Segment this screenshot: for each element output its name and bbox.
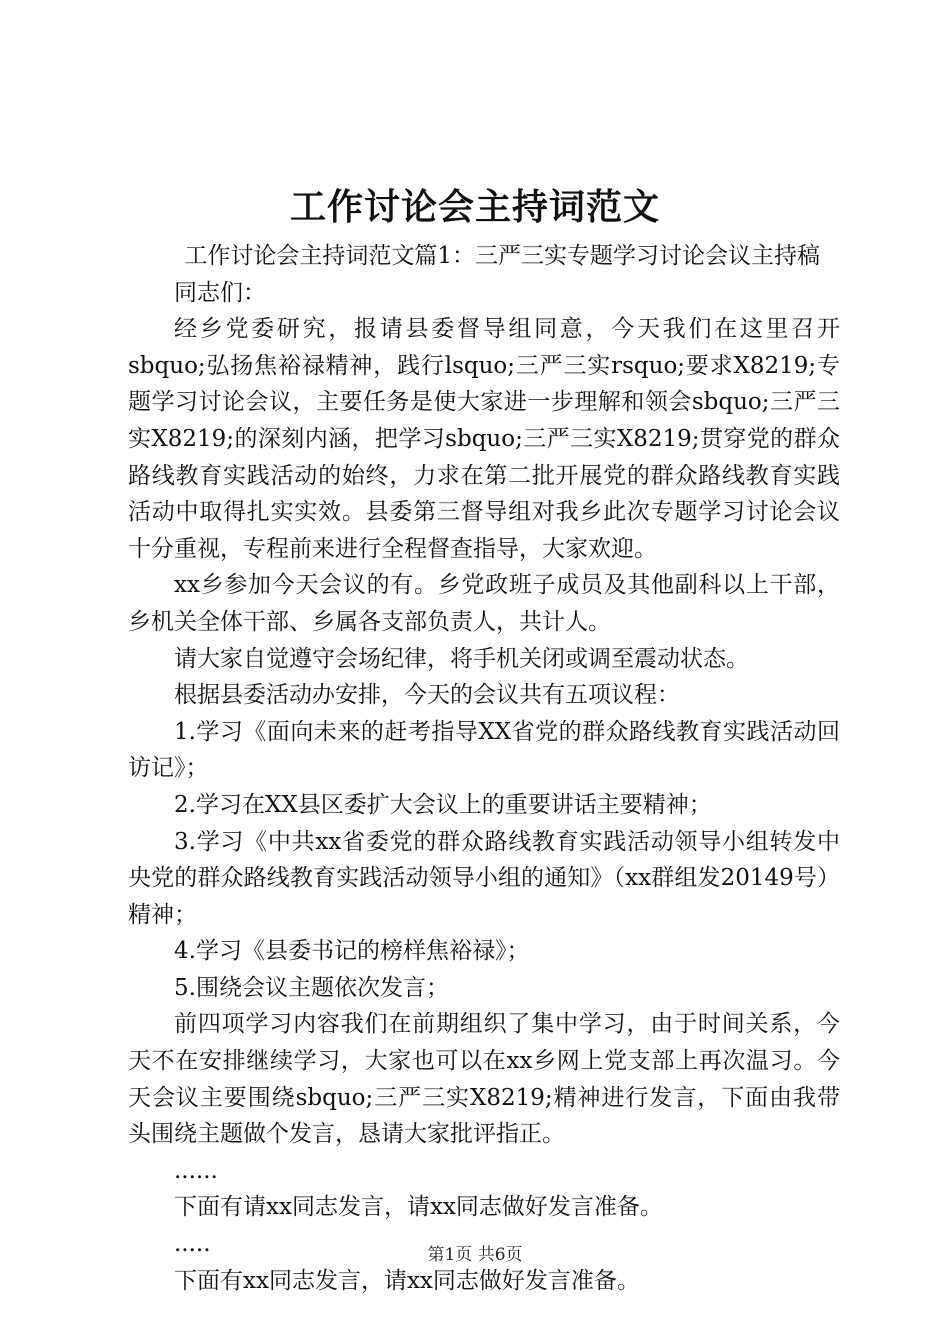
page-number: 第1页 共6页 [427,1245,523,1265]
paragraph: 工作讨论会主持词范文篇1：三严三实专题学习讨论会议主持稿 [184,243,820,269]
document-body [128,238,840,1299]
agenda-item: 2.学习在XX县区委扩大会议上的重要讲话主要精神； [174,791,712,818]
agenda-item: 3.学习《中共xx省委党的群众路线教育实践活动领导小组转发中央党的群众路线教育实践活动领导小组的通知》（xx群组发20149号）精神； [128,828,840,928]
paragraph: 下面有请xx同志发言，请xx同志做好发言准备。 [174,1194,663,1221]
agenda-item: 1.学习《面向未来的赶考指导XX省党的群众路线教育实践活动回访记》； [128,718,840,782]
document-title: 工作讨论会主持词范文 [289,186,660,228]
ellipsis: ..... [174,1231,211,1258]
paragraph: 根据县委活动办安排，今天的会议共有五项议程： [174,682,680,709]
paragraph: 请大家自觉遵守会场纪律，将手机关闭或调至震动状态。 [174,645,749,672]
paragraph: xx乡参加今天会议的有。乡党政班子成员及其他副科以上干部，乡机关全体干部、乡属各支部负责人，共计人。 [128,572,840,635]
paragraph: 同志们： [174,279,266,306]
ellipsis: ...... [174,1157,218,1184]
paragraph: 前四项学习内容我们在前期组织了集中学习，由于时间关系，今天不在安排继续学习，大家也可以在xx乡网上党支部上再次温习。今天会议主要围绕sbquo;三严三实X8219;精神进行发言，下面由我带头围绕主题做个发言，恳请大家批评指正。 [128,1011,840,1148]
agenda-item: 4.学习《县委书记的榜样焦裕禄》； [174,938,530,965]
paragraph: 下面有xx同志发言，请xx同志做好发言准备。 [174,1267,640,1294]
agenda-item: 5.围绕会议主题依次发言； [174,974,449,1001]
paragraph: 经乡党委研究，报请县委督导组同意，今天我们在这里召开sbquo;弘扬焦裕禄精神，践行lsquo;三严三实rsquo;要求X8219;专题学习讨论会议，主要任务是使大家进一步理解和领会sbquo;三严三实X8219;的深刻内涵，把学习sbquo;三严三实X8219;贯穿党的群众路线教育实践活动的始终，力求在第二批开展党的群众路线教育实践活动中取得扎实实效。县委第三督导组对我乡此次专题学习讨论会议十分重视，专程前来进行全程督查指导，大家欢迎。 [128,316,840,562]
